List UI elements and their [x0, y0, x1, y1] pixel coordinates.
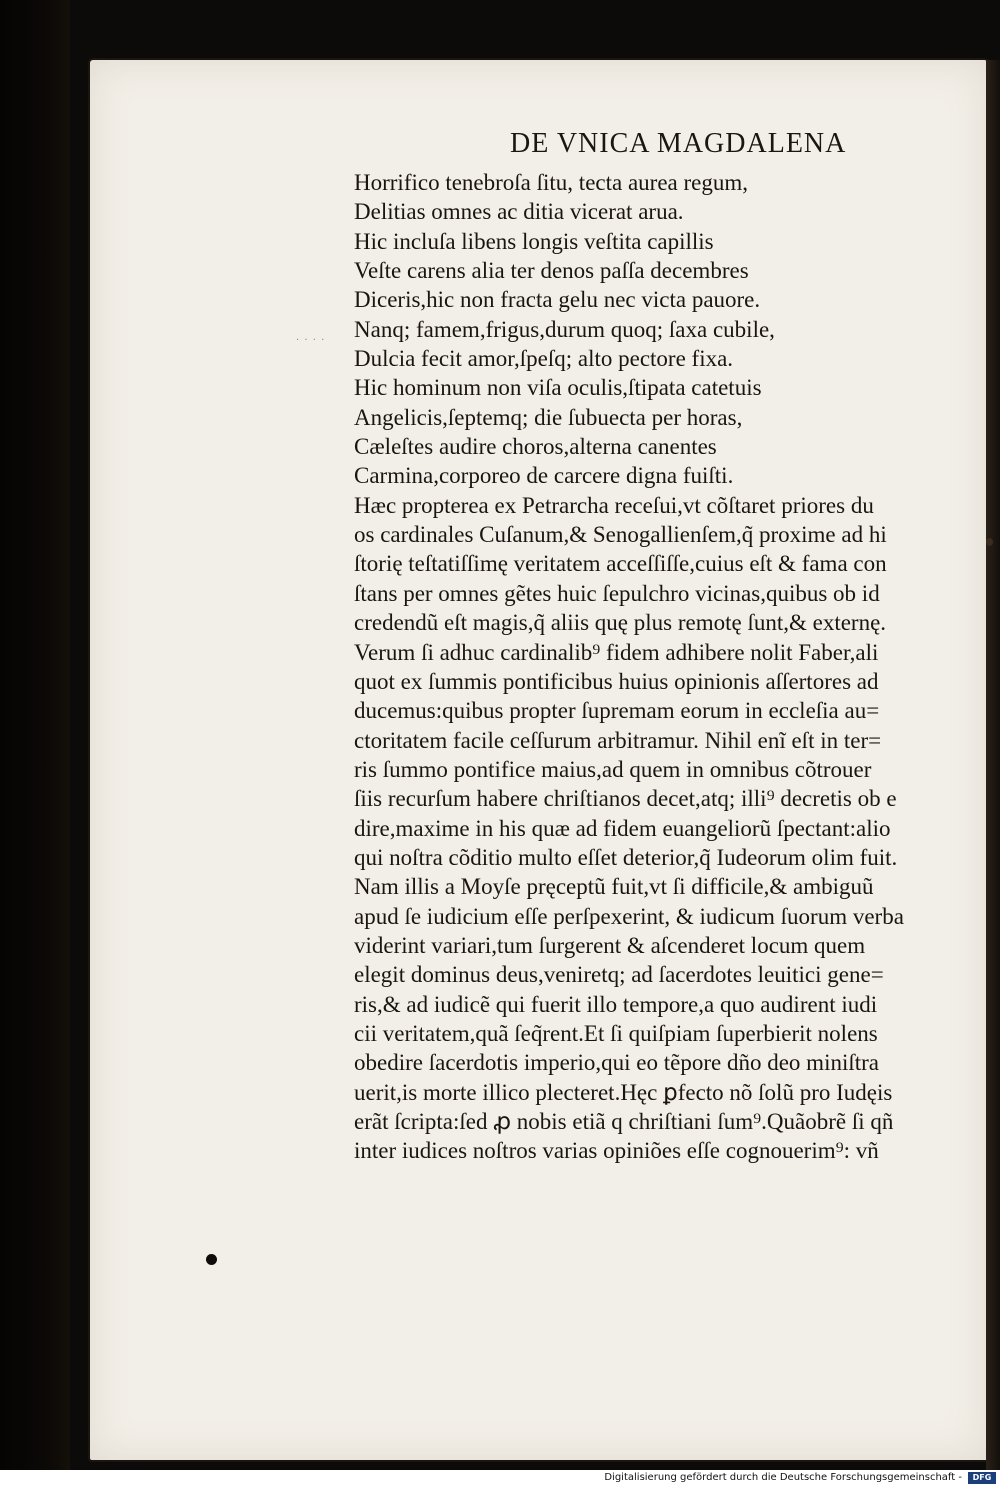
text-line: ris,& ad iudicẽ qui fuerit illo tempore,a quo audirent iudi [354, 991, 878, 1017]
text-line: obedire ſacerdotis imperio,qui eo tẽpore dño deo miniſtra [354, 1050, 880, 1076]
text-line: dire,maxime in his quæ ad fidem euangeliorũ ſpectant:alio [354, 815, 891, 841]
text-line: erãt ſcripta:ſed ꝓ nobis etiã q chriſtiani ſum⁹.Quãobrẽ ſi qñ [354, 1109, 894, 1134]
ink-spot [206, 1254, 217, 1265]
running-head: DE VNICA MAGDALENA [510, 128, 847, 159]
text-line: qui noſtra cõditio multo eſſet deterior,q̃ Iudeorum olim fuit. [354, 844, 898, 870]
book-edge-right [986, 60, 1000, 1470]
text-line: Delitias omnes ac ditia vicerat arua. [354, 199, 684, 225]
text-block [354, 168, 954, 1166]
text-line: ris ſummo pontifice maius,ad quem in omnibus cõtrouer [354, 756, 872, 782]
text-line: Cæleſtes audire choros,alterna canentes [354, 434, 717, 460]
text-line: viderint variari,tum ſurgerent & aſcenderet locum quem [354, 932, 866, 958]
text-line: Dulcia fecit amor,ſpeſq; alto pectore fixa. [354, 346, 734, 372]
text-line: os cardinales Cuſanum,& Senogallienſem,q̃ proxime ad hi [354, 522, 887, 548]
text-line: ſtorię teſtatiſſimę veritatem acceſſiſſe,cuius eſt & fama con [354, 551, 887, 577]
text-line: Hic hominum non viſa oculis,ſtipata catetuis [354, 375, 762, 401]
text-line: credendũ eſt magis,q̃ aliis quę plus remotę ſunt,& externę. [354, 610, 887, 636]
text-line: Hæc propterea ex Petrarcha receſui,vt cõſtaret priores du [354, 492, 874, 518]
footer-credit: Digitalisierung gefördert durch die Deutsche Forschungsgemeinschaft - [604, 1472, 962, 1483]
text-line: Verum ſi adhuc cardinalib⁹ fidem adhibere nolit Faber,ali [354, 639, 879, 665]
text-line: inter iudices noſtros varias opiniões eſſe cognouerim⁹: vñ [354, 1138, 879, 1164]
text-line: Veſte carens alia ter denos paſſa decembres [354, 258, 749, 284]
edge-mark [986, 538, 993, 546]
text-line: ctoritatem facile ceſſurum arbitramur. Nihil enĩ eſt in ter= [354, 727, 882, 753]
text-line: cii veritatem,quã ſeq̃rent.Et ſi quiſpiam ſuperbierit nolens [354, 1020, 878, 1046]
dfg-logo: DFG [968, 1472, 996, 1484]
text-line: uerit,is morte illico plecteret.Hęc ꝑfecto nõ ſolũ pro Iudęis [354, 1079, 893, 1105]
text-line: Hic incluſa libens longis veſtita capillis [354, 228, 714, 254]
text-line: Carmina,corporeo de carcere digna fuiſti. [354, 463, 734, 489]
text-line: quot ex ſummis pontificibus huius opinionis aſſertores ad [354, 668, 879, 694]
text-line: ſtans per omnes gẽtes huic ſepulchro vicinas,quibus ob id [354, 580, 880, 606]
text-line: apud ſe iudicium eſſe perſpexerint, & iudicum ſuorum verba [354, 903, 904, 929]
text-line: elegit dominus deus,veniretq; ad ſacerdotes leuitici gene= [354, 962, 884, 988]
text-line: Nanq; famem,frigus,durum quoq; ſaxa cubile, [354, 316, 775, 342]
text-line: ſiis recurſum habere chriſtianos decet,atq; illi⁹ decretis ob e [354, 786, 897, 812]
text-line: ducemus:quibus propter ſupremam eorum in eccleſia au= [354, 698, 880, 724]
text-line: Angelicis,ſeptemq; die ſubuecta per horas, [354, 404, 743, 430]
text-line: Nam illis a Moyſe pręceptũ fuit,vt ſi difficile,& ambiguũ [354, 874, 874, 900]
text-line: Diceris,hic non fracta gelu nec victa pauore. [354, 287, 761, 313]
margin-annotation-mark: · · · · [296, 335, 326, 346]
text-line: Horrifico tenebroſa ſitu, tecta aurea regum, [354, 170, 749, 195]
book-edge-left [0, 0, 70, 1470]
